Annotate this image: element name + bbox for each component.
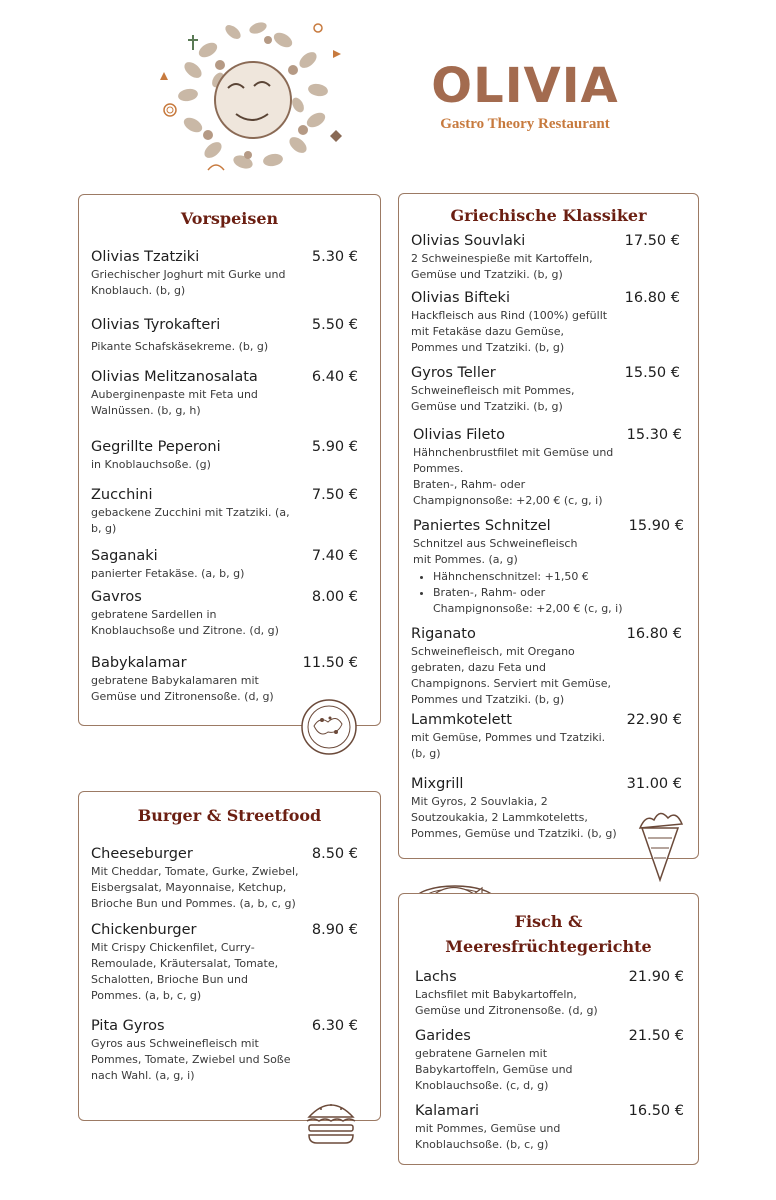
item-name: Gyros Teller bbox=[411, 365, 496, 381]
item-name: Paniertes Schnitzel bbox=[413, 518, 551, 534]
item-price: 8.50 € bbox=[311, 846, 358, 862]
brand-name: OLIVIA bbox=[431, 58, 619, 114]
item-price: 7.50 € bbox=[311, 487, 358, 503]
item-name: Olivias Tyrokafteri bbox=[91, 317, 221, 333]
item-sauce-option: Braten-, Rahm- oder Champignonsoße: +2,00 € (c, g, i) bbox=[413, 478, 603, 507]
item-name: Saganaki bbox=[91, 548, 158, 564]
item-price: 16.80 € bbox=[624, 290, 680, 306]
item-price: 16.80 € bbox=[626, 626, 682, 642]
item-description: Hähnchenbrustfilet mit Gemüse und Pommes. bbox=[413, 446, 614, 475]
item-description: Schweinefleisch mit Pommes, Gemüse und Tzatziki. (b, g) bbox=[411, 384, 575, 413]
item-options bbox=[413, 569, 623, 617]
olivia-logo-illustration bbox=[148, 10, 358, 190]
item-description: Mit Cheddar, Tomate, Gurke, Zwiebel, Eisbergsalat, Mayonnaise, Ketchup, Brioche Bun und Pommes. (a, b, c, g) bbox=[91, 865, 299, 910]
item-name: Olivias Bifteki bbox=[411, 290, 510, 306]
item-description: Mit Crispy Chickenfilet, Curry-Remoulade, Kräutersalat, Tomate, Schalotten, Brioche Bun und Pommes. (a, b, c, g) bbox=[91, 941, 279, 1002]
item-description: Schweinefleisch, mit Oregano gebraten, dazu Feta und Champignons. Serviert mit Gemüse, Pommes und Tzatziki. (b, g) bbox=[411, 645, 612, 706]
item-description: Griechischer Joghurt mit Gurke und Knoblauch. (b, g) bbox=[91, 268, 286, 297]
option-item: • Hähnchenschnitzel: +1,50 € bbox=[433, 569, 623, 585]
item-description: Schnitzel aus Schweinefleisch mit Pommes. (a, g) bbox=[413, 537, 578, 566]
item-name: Riganato bbox=[411, 626, 476, 642]
item-price: 17.50 € bbox=[624, 233, 680, 249]
item-price: 5.90 € bbox=[311, 439, 358, 455]
item-price: 22.90 € bbox=[626, 712, 682, 728]
item-price: 21.90 € bbox=[628, 969, 684, 985]
burger-icon bbox=[303, 1095, 359, 1147]
item-name: Babykalamar bbox=[91, 655, 187, 671]
item-description: mit Pommes, Gemüse und Knoblauchsoße. (b, c, g) bbox=[415, 1122, 561, 1151]
section-griechische-klassiker bbox=[398, 193, 699, 859]
item-description: panierter Fetakäse. (a, b, g) bbox=[91, 567, 245, 580]
brand-block bbox=[400, 58, 650, 133]
item-price: 15.90 € bbox=[628, 518, 684, 534]
dish-plate-icon bbox=[300, 698, 358, 756]
item-description: 2 Schweinespieße mit Kartoffeln, Gemüse und Tzatziki. (b, g) bbox=[411, 252, 593, 281]
item-description: in Knoblauchsoße. (g) bbox=[91, 458, 211, 471]
item-description: Mit Gyros, 2 Souvlakia, 2 Soutzoukakia, 2 Lammkoteletts, Pommes, Gemüse und Tzatziki. (b, g) bbox=[411, 795, 617, 840]
item-name: Cheeseburger bbox=[91, 846, 193, 862]
item-description: Lachsfilet mit Babykartoffeln, Gemüse und Zitronensoße. (d, g) bbox=[415, 988, 598, 1017]
item-description: Hackfleisch aus Rind (100%) gefüllt mit Fetakäse dazu Gemüse, Pommes und Tzatziki. (b, g) bbox=[411, 309, 608, 354]
gyros-wrap-icon bbox=[632, 808, 690, 882]
item-price: 6.40 € bbox=[311, 369, 358, 385]
item-price: 15.50 € bbox=[624, 365, 680, 381]
item-description: mit Gemüse, Pommes und Tzatziki. (b, g) bbox=[411, 731, 606, 760]
item-name: Gegrillte Peperoni bbox=[91, 439, 221, 455]
item-name: Lachs bbox=[415, 969, 457, 985]
item-price: 5.30 € bbox=[311, 249, 358, 265]
item-price: 5.50 € bbox=[311, 317, 358, 333]
item-price: 8.90 € bbox=[311, 922, 358, 938]
item-name: Lammkotelett bbox=[411, 712, 512, 728]
item-name: Mixgrill bbox=[411, 776, 464, 792]
item-description: gebratene Sardellen in Knoblauchsoße und Zitrone. (d, g) bbox=[91, 608, 279, 637]
section-burger-streetfood bbox=[78, 791, 381, 1121]
option-item: • Braten-, Rahm- oder Champignonsoße: +2,00 € (c, g, i) bbox=[433, 585, 623, 617]
item-name: Zucchini bbox=[91, 487, 153, 503]
item-description: Gyros aus Schweinefleisch mit Pommes, Tomate, Zwiebel und Soße nach Wahl. (a, g, i) bbox=[91, 1037, 291, 1082]
section-title-line1: Fisch & bbox=[514, 912, 583, 931]
section-vorspeisen bbox=[78, 194, 381, 726]
item-price: 31.00 € bbox=[626, 776, 682, 792]
item-name: Pita Gyros bbox=[91, 1018, 165, 1034]
item-name: Olivias Melitzanosalata bbox=[91, 369, 258, 385]
item-name: Gavros bbox=[91, 589, 142, 605]
section-fisch-meeresfruechte bbox=[398, 893, 699, 1165]
item-description: gebratene Garnelen mit Babykartoffeln, Gemüse und Knoblauchsoße. (c, d, g) bbox=[415, 1047, 573, 1092]
item-description: gebratene Babykalamaren mit Gemüse und Zitronensoße. (d, g) bbox=[91, 674, 274, 703]
item-name: Kalamari bbox=[415, 1103, 480, 1119]
item-name: Garides bbox=[415, 1028, 471, 1044]
section-title: Griechische Klassiker bbox=[450, 206, 647, 225]
item-price: 8.00 € bbox=[311, 589, 358, 605]
item-price: 16.50 € bbox=[628, 1103, 684, 1119]
item-name: Olivias Tzatziki bbox=[91, 249, 200, 265]
item-price: 15.30 € bbox=[626, 427, 682, 443]
item-name: Chickenburger bbox=[91, 922, 197, 938]
section-title: Burger & Streetfood bbox=[137, 806, 322, 825]
item-price: 21.50 € bbox=[628, 1028, 684, 1044]
section-title: Vorspeisen bbox=[180, 209, 279, 228]
item-description: Auberginenpaste mit Feta und Walnüssen. (b, g, h) bbox=[91, 388, 258, 417]
item-description: gebackene Zucchini mit Tzatziki. (a, b, g) bbox=[91, 506, 290, 535]
item-price: 6.30 € bbox=[311, 1018, 358, 1034]
item-price: 7.40 € bbox=[311, 548, 358, 564]
item-price: 11.50 € bbox=[302, 655, 358, 671]
item-description: Pikante Schafskäsekreme. (b, g) bbox=[91, 340, 269, 353]
item-name: Olivias Souvlaki bbox=[411, 233, 526, 249]
item-name: Olivias Fileto bbox=[413, 427, 505, 443]
brand-subtitle: Gastro Theory Restaurant bbox=[440, 116, 610, 132]
section-title-line2: Meeresfrüchtegerichte bbox=[445, 937, 652, 956]
